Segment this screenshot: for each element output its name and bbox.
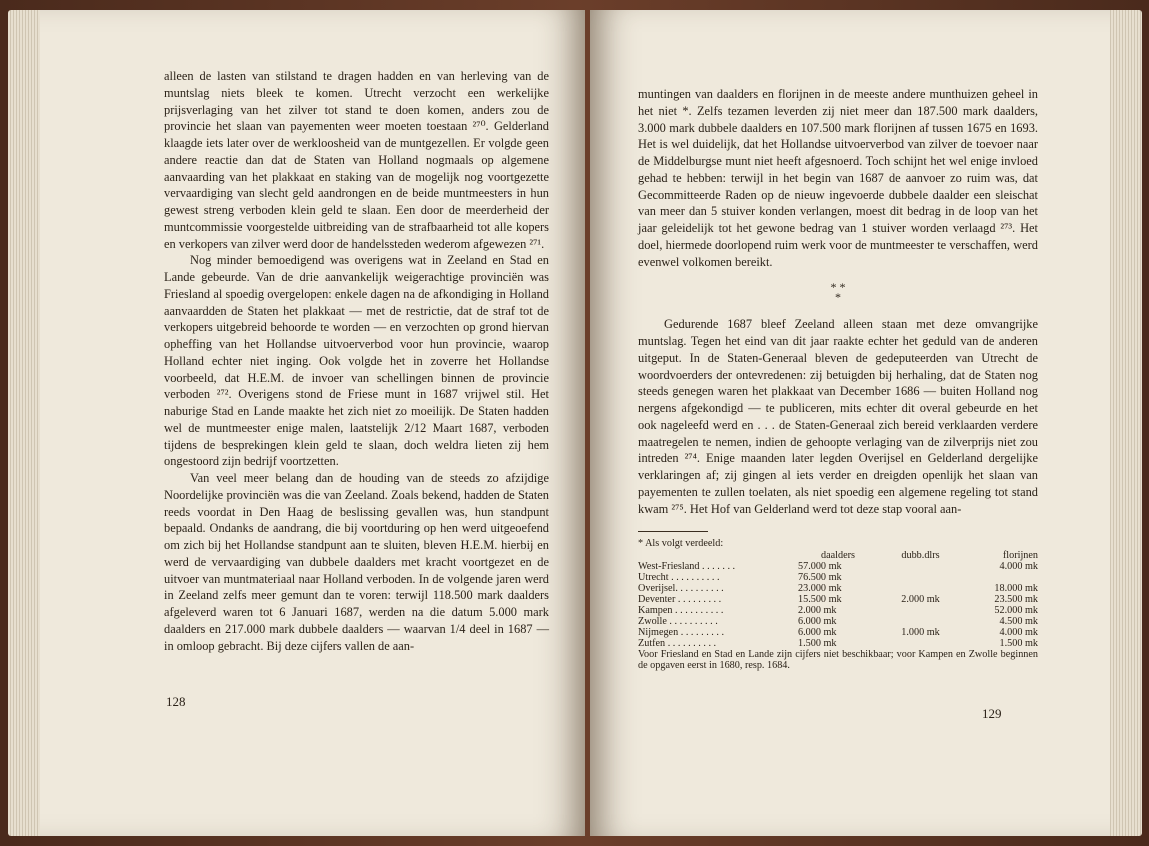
table-cell: 2.000 mk bbox=[798, 604, 837, 616]
table-cell: Overijsel. . . . . . . . . . bbox=[638, 582, 724, 594]
page-number-left: 128 bbox=[166, 694, 186, 709]
table-header-row bbox=[638, 550, 1038, 561]
table-cell: 2.000 mk bbox=[901, 593, 940, 605]
table-cell: Utrecht . . . . . . . . . . bbox=[638, 571, 720, 583]
table-row bbox=[638, 605, 1038, 616]
table-row bbox=[638, 572, 1038, 583]
table-row bbox=[638, 638, 1038, 649]
footnote bbox=[638, 538, 1038, 671]
left-page-text bbox=[164, 68, 549, 654]
paragraph: alleen de lasten van stilstand te dragen hadden en van herleving van de muntslag niets bleek te komen. Utrecht verzocht een werkelijke prijsverlaging van het zilver tot stand te doen komen, anders zou de provincie het slaan van payementen weer moeten toestaan ²⁷⁰. Gelderland klaagde iets later over de werkloosheid van de muntgezellen. Er volgde geen andere reactie dan dat de Staten van Holland nogmaals op algemene aanvaarding van het plakkaat en staking van de mogelijk nog voortgezette vervaardiging van slecht geld aandrongen en de beide muntmeesters in hun gewest streng verboden klein geld te slaan. Een door de meerderheid der muntcommissie voorgestelde uitbreiding van de strafbaarheid tot alle kopers en verkopers van zilver werd door de handelssteden wederom afgewezen ²⁷¹. bbox=[164, 69, 549, 251]
table-cell: 4.000 mk bbox=[999, 560, 1038, 572]
table-cell: Nijmegen . . . . . . . . . bbox=[638, 626, 725, 638]
table-row bbox=[638, 627, 1038, 638]
right-page-text bbox=[638, 86, 1038, 671]
footnote-note: Voor Friesland en Stad en Lande zijn cijfers niet beschikbaar; voor Kampen en Zwolle beginnen de opgaven eerst in 1680, resp. 1684. bbox=[638, 648, 1038, 672]
table-cell: 4.000 mk bbox=[999, 626, 1038, 638]
left-page bbox=[40, 10, 585, 836]
footnote-table bbox=[638, 550, 1038, 649]
table-cell bbox=[878, 561, 963, 572]
paragraph: muntingen van daalders en florijnen in de meeste andere munthuizen geheel in het niet *. Zelfs tezamen leverden zij niet meer dan 187.500 mark daalders, 3.000 mark dubbele daalders en 107.500 mark florijnen af tussen 1675 en 1693. Het is wel duidelijk, dat het Hollandse uitvoerverbod van zilver de toevoer naar de Middelburgse munt niet heeft afgesnoerd. Toch schijnt het wel enige invloed gehad te hebben: terwijl in het begin van 1687 de aanvoer zo ruim was, dat Gecommitteerde Raden op de nieuw ingevoerde dubbele daalder een sleischat van meer dan 5 stuiver konden verlangen, moest dit bedrag in de loop van het jaar geleidelijk tot het gewone bedrag van 1 stuiver worden verlaagd ²⁷³. Het doel, hiermede doorlopend ruim werk voor de muntmeester te verschaffen, werd evenwel volkomen bereikt. bbox=[638, 87, 1038, 269]
right-page bbox=[590, 10, 1110, 836]
table-cell: 18.000 mk bbox=[994, 582, 1038, 594]
table-header: florijnen bbox=[1002, 549, 1038, 561]
table-cell: 52.000 mk bbox=[994, 604, 1038, 616]
table-cell bbox=[878, 572, 963, 583]
footnote-intro: * Als volgt verdeeld: bbox=[638, 538, 724, 550]
table-header: dubb.dlrs bbox=[901, 549, 940, 561]
table-header: daalders bbox=[821, 549, 855, 561]
divider-stars-top: * * bbox=[830, 280, 846, 295]
table-cell bbox=[878, 583, 963, 594]
table-cell: 1.000 mk bbox=[901, 626, 940, 638]
section-divider bbox=[638, 280, 1038, 305]
table-cell bbox=[963, 572, 1038, 583]
table-cell: 76.500 mk bbox=[798, 571, 842, 583]
table-row bbox=[638, 594, 1038, 605]
table-cell: Zwolle . . . . . . . . . . bbox=[638, 615, 718, 627]
table-cell: 6.000 mk bbox=[798, 615, 837, 627]
paragraph: Nog minder bemoedigend was overigens wat in Zeeland en Stad en Lande gebeurde. Van de drie aanvankelijk weigerachtige provinciën was Friesland al spoedig overgelopen: enkele dagen na de afkondiging in Holland aanvaardden de Staten het plakkaat — met de restrictie, dat de straf tot de verkopers uitgebreid behoorde te worden — en verzochten op grond hiervan opheffing van het Hollandse uitvoerverbod voor hun provincie, waarop Holland echter niet inging. Ook volgde het in zoverre het Hollandse voorbeeld, dat H.E.M. de invoer van schellingen binnen de provincie verboden ²⁷². Overigens stond de Friese munt in 1687 vrijwel stil. Het naburige Stad en Lande maakte het zich niet zo moeilijk. De Staten hadden wel de muntmeester enige malen, laatstelijk 2/12 Maart 1687, verboden tijdens de besprekingen klein geld te slaan, doch weldra lieten zij hem ongestoord zijn bedrijf voortzetten. bbox=[164, 253, 549, 469]
table-cell: 1.500 mk bbox=[999, 637, 1038, 649]
table-row bbox=[638, 561, 1038, 572]
table-row bbox=[638, 616, 1038, 627]
paragraph: Van veel meer belang dan de houding van de steeds zo afzijdige Noordelijke provinciën was die van Zeeland. Zoals bekend, hadden de Staten reeds voordat in Den Haag de beslissing gevallen was, hun standpunt bepaald. Ondanks de aandrang, die bij voortduring op hen werd uitgeoefend om zich bij het Hollandse standpunt aan te sluiten, bleven H.E.M. hierbij en werd de vervaardiging van dubbele daalders met kracht voortgezet en de uitvoer van muntmateriaal naar Holland verboden. In de volgende jaren werd in Zeeland zelfs meer gemunt dan te voren: terwijl 118.500 mark daalders afgeleverd waren tot 6 Januari 1687, werden na die datum 5.000 mark daalders en 217.000 mark dubbele daalders — waarvan 1/4 deel in 1687 — in omloop gebracht. Bij deze cijfers vallen de aan- bbox=[164, 471, 549, 653]
footnote-rule bbox=[638, 531, 708, 532]
table-cell: Kampen . . . . . . . . . . bbox=[638, 604, 724, 616]
table-cell: 23.000 mk bbox=[798, 582, 842, 594]
table-cell bbox=[878, 638, 963, 649]
table-cell bbox=[878, 605, 963, 616]
paragraph: Gedurende 1687 bleef Zeeland alleen staan met deze omvangrijke muntslag. Tegen het eind van dit jaar raakte echter het geduld van de anderen uitgeput. In de Staten-Generaal bleven de gedeputeerden van Utrecht de woordvoerders der ontevredenen: zij betuigden bij herhaling, dat de Staten nog steeds genegen waren het plakkaat van December 1686 — buiten Holland nog nergens afgekondigd — te publiceren, mits echter dit overal gebeurde en het ook nageleefd werd en . . . de Staten-Generaal zich bereid verklaarden verdere maatregelen te nemen, indien de gehoopte verlaging van de zilverprijs niet zou intreden ²⁷⁴. Enige maanden later legden Overijsel en Gelderland dergelijke verklaringen af; zij gingen al iets verder en dreigden openlijk het slaan van payementen te zullen toelaten, als niet spoedig een algemene regeling tot stand kwam ²⁷⁵. Het Hof van Gelderland werd tot deze stap vooral aan- bbox=[638, 317, 1038, 516]
table-cell: Zutfen . . . . . . . . . . bbox=[638, 637, 717, 649]
table-cell: Deventer . . . . . . . . . bbox=[638, 593, 722, 605]
table-cell: 23.500 mk bbox=[994, 593, 1038, 605]
page-number-right: 129 bbox=[982, 706, 1002, 721]
table-cell: West-Friesland . . . . . . . bbox=[638, 560, 736, 572]
table-row bbox=[638, 583, 1038, 594]
table-cell bbox=[878, 616, 963, 627]
table-cell: 6.000 mk bbox=[798, 626, 837, 638]
table-cell: 15.500 mk bbox=[798, 593, 842, 605]
table-cell: 4.500 mk bbox=[999, 615, 1038, 627]
table-cell: 57.000 mk bbox=[798, 560, 842, 572]
divider-stars-bottom: * bbox=[835, 290, 841, 305]
table-cell: 1.500 mk bbox=[798, 637, 837, 649]
table-header bbox=[638, 550, 798, 561]
